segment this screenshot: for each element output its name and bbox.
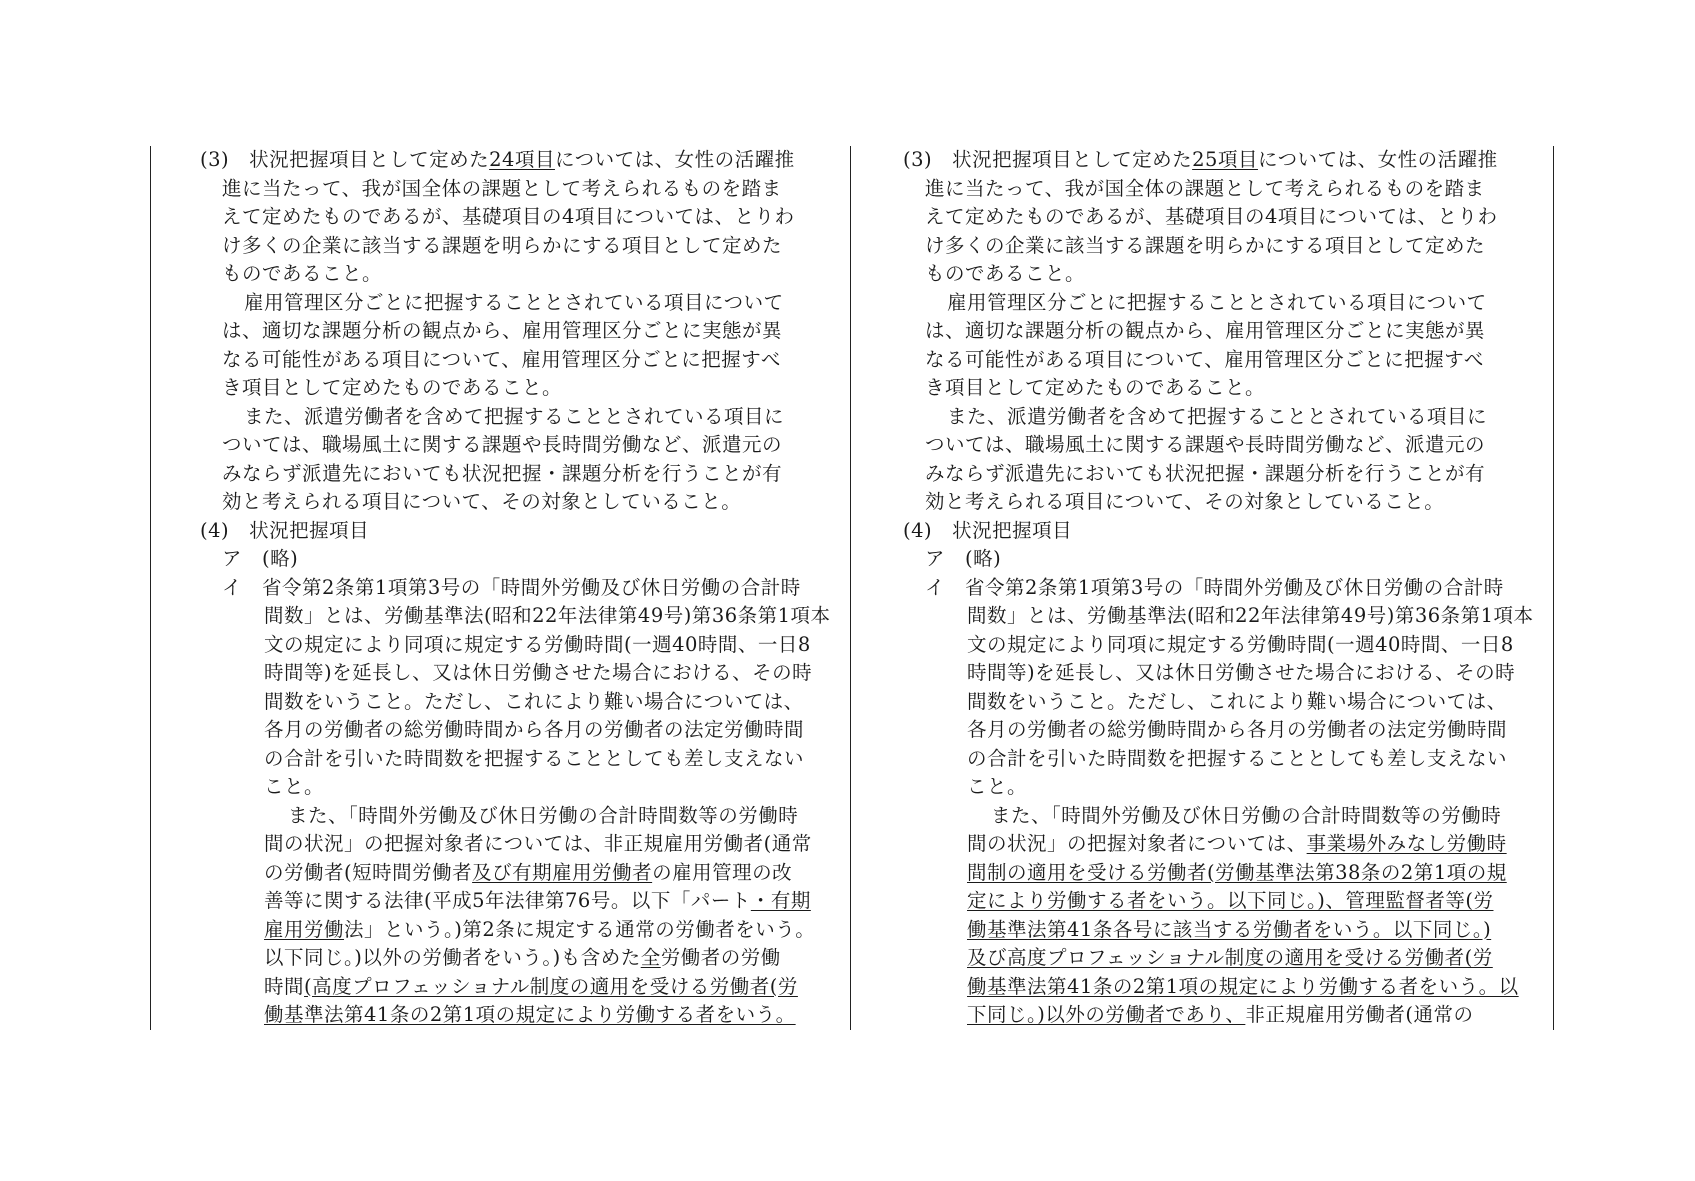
text-line [903,631,1548,660]
underlined-revision-text: 働基準法第41条の2第1項の規定により労働する者をいう。 [264,1003,796,1026]
text-segment: の労働者(短時間労働者 [264,860,473,884]
text-line [903,574,1548,603]
text-line [903,1001,1548,1030]
text-segment: き項目として定めたものであること。 [222,376,563,399]
text-segment: については、女性の活躍推 [554,148,795,171]
text-segment: 時間等)を延長し、又は休日労働させた場合における、その時 [967,661,1516,684]
text-segment: 文の規定により同項に規定する労働時間(一週40時間、一日8 [967,632,1514,656]
text-segment: 雇用管理区分ごとに把握することとされている項目について [244,290,784,314]
text-line [903,403,1548,432]
text-line [903,659,1548,688]
text-line [200,973,842,1002]
text-line [200,545,842,574]
text-line [200,175,842,204]
text-line [903,602,1548,631]
text-segment: また、「時間外労働及び休日労働の合計時間数等の労働時 [991,803,1502,827]
text-line [200,346,842,375]
text-line [903,517,1548,546]
text-line [903,745,1548,774]
text-segment: け多くの企業に該当する課題を明らかにする項目として定めた [925,233,1486,257]
text-line [903,289,1548,318]
underlined-revision-text: 全 [640,946,661,969]
text-segment: (4) 状況把握項目 [200,518,370,542]
text-line [200,716,842,745]
text-segment: ア (略) [222,547,299,570]
underlined-revision-text: (高度プロフェッショナル制度の適用を受ける労働者(労 [304,974,798,998]
text-segment: 間数」とは、労働基準法(昭和22年法律第49号)第36条第1項本 [264,604,831,627]
text-segment: 非正規雇用労働者(通常の [1245,1003,1474,1026]
text-segment: また、派遣労働者を含めて把握することとされている項目に [244,404,785,428]
text-segment: き項目として定めたものであること。 [925,376,1266,399]
text-line [200,659,842,688]
text-line [200,859,842,888]
text-segment: 間の状況」の把握対象者については、 [967,832,1307,855]
text-segment: は、適切な課題分析の観点から、雇用管理区分ごとに実態が異 [925,319,1486,342]
text-line [200,403,842,432]
text-line [200,488,842,517]
text-segment: ものであること。 [222,262,383,285]
text-line [903,260,1548,289]
text-line [903,545,1548,574]
underlined-revision-text: 事業場外みなし労働時 [1306,832,1507,855]
text-segment: ついては、職場風土に関する課題や長時間労働など、派遣元の [925,433,1486,456]
text-segment: 間の状況」の把握対象者については、非正規雇用労働者(通常 [264,832,812,855]
text-segment: ア (略) [925,547,1002,570]
text-line [903,944,1548,973]
text-segment: 進に当たって、我が国全体の課題として考えられるものを踏ま [925,176,1485,200]
underlined-revision-text: 24項目 [489,148,555,171]
text-line [200,289,842,318]
text-line [903,146,1548,175]
text-line [903,175,1548,204]
text-line [200,602,842,631]
underlined-revision-text: 及び有期雇用労働者 [472,860,653,884]
text-line [903,916,1548,945]
text-segment: みならず派遣先においても状況把握・課題分析を行うことが有 [925,461,1486,485]
underlined-revision-text: 間制の適用を受ける労働者(労働基準法第38条の2第1項の規 [967,860,1507,884]
text-segment: 雇用管理区分ごとに把握することとされている項目について [947,290,1487,314]
underlined-revision-text: 働基準法第41条各号に該当する労働者をいう。以下同じ。) [967,917,1492,941]
text-segment: 効と考えられる項目について、その対象としていること。 [222,490,742,513]
text-segment: 時間 [264,974,305,998]
text-line [200,260,842,289]
text-line [200,460,842,489]
old-text-column [200,146,842,1030]
text-segment: の雇用管理の改 [652,860,793,884]
text-segment: 各月の労働者の総労働時間から各月の労働者の法定労働時間 [264,718,805,741]
text-segment: ものであること。 [925,262,1086,285]
text-line [903,773,1548,802]
text-line [903,232,1548,261]
text-line [200,232,842,261]
text-segment: こと。 [967,775,1028,798]
text-segment: 以下同じ。)以外の労働者をいう。)も含めた [264,946,641,969]
text-segment: えて定めたものであるが、基礎項目の4項目については、とりわ [925,205,1498,228]
text-segment: け多くの企業に該当する課題を明らかにする項目として定めた [222,233,783,257]
column-divider-center [850,146,851,1030]
underlined-revision-text: 25項目 [1192,148,1258,171]
text-segment: 間数」とは、労働基準法(昭和22年法律第49号)第36条第1項本 [967,604,1534,627]
text-segment: の合計を引いた時間数を把握することとしても差し支えない [264,746,805,770]
column-divider-left-edge [150,146,151,1030]
text-segment: イ 省令第2条第1項第3号の「時間外労働及び休日労働の合計時 [925,575,1504,599]
text-line [903,859,1548,888]
new-text-column [903,146,1548,1030]
text-line [200,431,842,460]
text-segment: みならず派遣先においても状況把握・課題分析を行うことが有 [222,461,783,485]
text-segment: ついては、職場風土に関する課題や長時間労働など、派遣元の [222,433,783,456]
text-line [903,374,1548,403]
text-segment: については、女性の活躍推 [1257,148,1498,171]
text-line [200,745,842,774]
text-line [200,688,842,717]
text-segment: (3) 状況把握項目として定めた [903,148,1193,171]
text-line [200,802,842,831]
text-line [200,887,842,916]
text-segment: 間数をいうこと。ただし、これにより難い場合については、 [967,689,1507,713]
text-line [200,517,842,546]
text-segment: 効と考えられる項目について、その対象としていること。 [925,490,1445,513]
text-segment: (4) 状況把握項目 [903,518,1073,542]
text-segment: 間数をいうこと。ただし、これにより難い場合については、 [264,689,804,713]
underlined-revision-text: ・有期 [750,889,811,912]
text-segment: えて定めたものであるが、基礎項目の4項目については、とりわ [222,205,795,228]
text-segment: 法」という。)第2条に規定する通常の労働者をいう。 [344,917,816,941]
text-line [200,1001,842,1030]
text-line [200,203,842,232]
text-line [200,773,842,802]
text-segment: なる可能性がある項目について、雇用管理区分ごとに把握すべ [222,347,781,371]
text-line [200,146,842,175]
text-segment: 善等に関する法律(平成5年法律第76号。以下「パート [264,889,751,912]
text-line [200,574,842,603]
text-line [903,716,1548,745]
text-segment: (3) 状況把握項目として定めた [200,148,490,171]
text-segment: の合計を引いた時間数を把握することとしても差し支えない [967,746,1508,770]
underlined-revision-text: 働基準法第41条の2第1項の規定により労働する者をいう。以 [967,974,1519,998]
text-line [903,488,1548,517]
text-segment: また、派遣労働者を含めて把握することとされている項目に [947,404,1488,428]
text-segment: 進に当たって、我が国全体の課題として考えられるものを踏ま [222,176,782,200]
text-segment: こと。 [264,775,325,798]
text-line [903,346,1548,375]
text-segment: 文の規定により同項に規定する労働時間(一週40時間、一日8 [264,632,811,656]
text-segment: また、「時間外労働及び休日労働の合計時間数等の労働時 [288,803,799,827]
text-segment: 時間等)を延長し、又は休日労働させた場合における、その時 [264,661,813,684]
text-line [903,460,1548,489]
text-line [903,431,1548,460]
underlined-revision-text: 雇用労働 [264,917,345,941]
text-line [200,317,842,346]
text-line [903,887,1548,916]
text-line [903,317,1548,346]
column-divider-right-edge [1553,146,1554,1030]
text-line [200,631,842,660]
text-line [903,830,1548,859]
text-line [200,830,842,859]
text-segment: 労働者の労働 [660,946,781,969]
text-line [200,944,842,973]
underlined-revision-text: 下同じ。)以外の労働者であり、 [967,1003,1246,1026]
text-segment: イ 省令第2条第1項第3号の「時間外労働及び休日労働の合計時 [222,575,801,599]
text-segment: は、適切な課題分析の観点から、雇用管理区分ごとに実態が異 [222,319,783,342]
text-segment: なる可能性がある項目について、雇用管理区分ごとに把握すべ [925,347,1484,371]
text-segment: 各月の労働者の総労働時間から各月の労働者の法定労働時間 [967,718,1508,741]
underlined-revision-text: 定により労働する者をいう。以下同じ。)、管理監督者等(労 [967,889,1494,912]
text-line [200,916,842,945]
text-line [903,973,1548,1002]
underlined-revision-text: 及び高度プロフェッショナル制度の適用を受ける労働者(労 [967,946,1493,969]
text-line [903,203,1548,232]
text-line [903,688,1548,717]
text-line [200,374,842,403]
text-line [903,802,1548,831]
